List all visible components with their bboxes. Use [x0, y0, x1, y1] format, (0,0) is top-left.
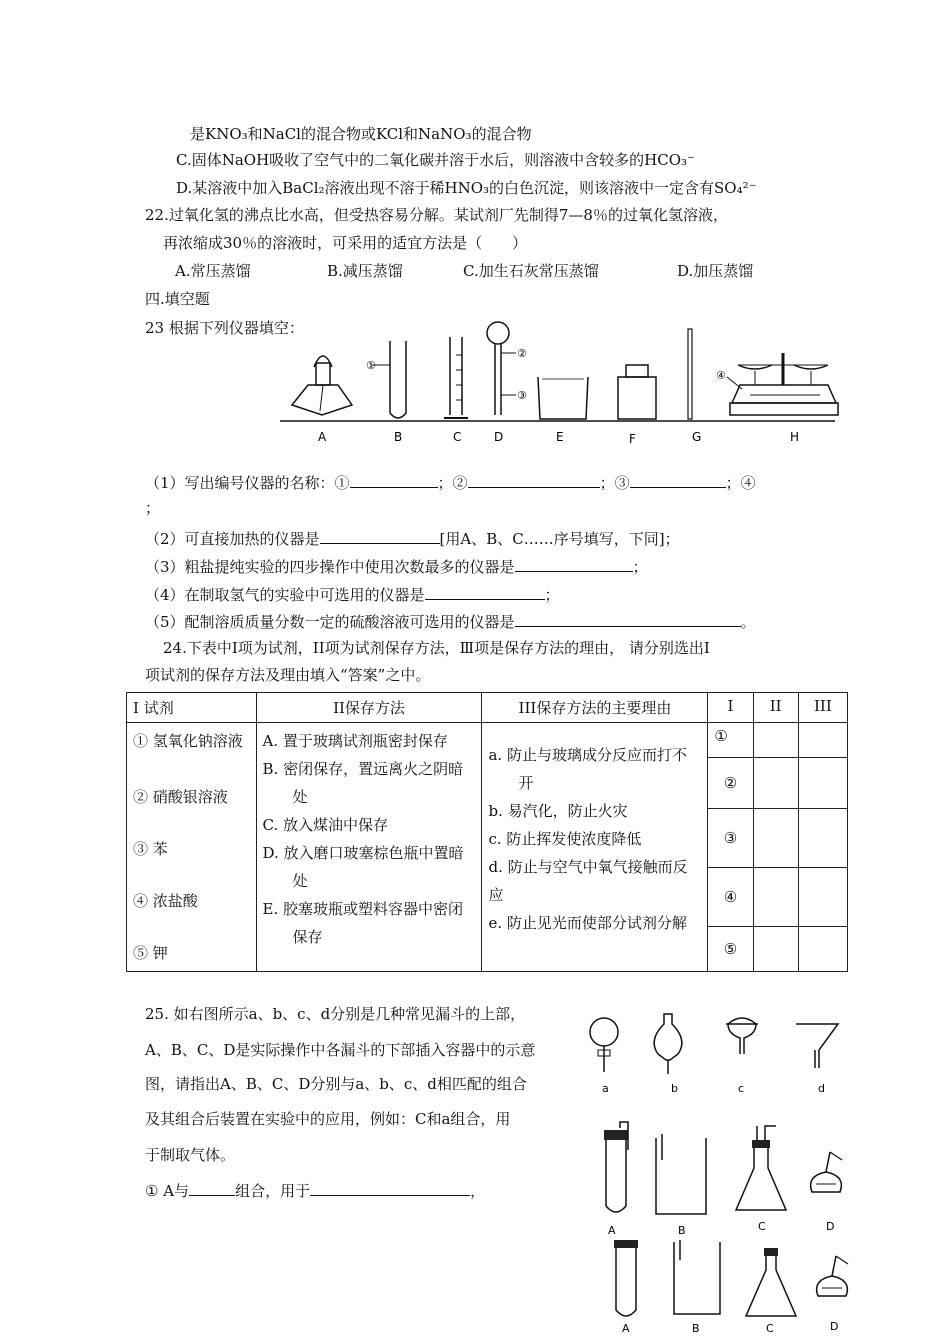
reason-c: c. 防止挥发使浓度降低 [488, 830, 642, 848]
marker-4: ④ [716, 369, 726, 382]
glass-rod-icon [688, 329, 692, 419]
q25-item-1 [145, 1180, 485, 1201]
header-reagent: I 试剂 [127, 693, 257, 723]
answer-blank-sub3[interactable] [515, 556, 633, 572]
container-label-c2: C [766, 1322, 774, 1335]
funnel-figure [580, 1010, 860, 1335]
answer-cell[interactable] [753, 758, 798, 809]
answer-cell[interactable] [753, 927, 798, 972]
q23-sub1-end: ； [145, 499, 161, 517]
q22-stem-1: 22.过氧化氢的沸点比水高，但受热容易分解。某试剂厂先制得7—8％的过氧化氢溶液， [145, 206, 728, 224]
answer-cell[interactable] [798, 927, 847, 972]
container-c-icon [736, 1126, 786, 1210]
method-b: B. 密闭保存，置远离火之阴暗处 [262, 760, 464, 806]
funnel-label-d: d [818, 1082, 825, 1095]
answer-cell[interactable] [798, 868, 847, 927]
header-ans-i: I [708, 693, 753, 723]
container-a-icon [604, 1122, 628, 1212]
reagent-cell [127, 723, 257, 972]
answer-blank-sub4[interactable] [425, 584, 545, 600]
answer-cell[interactable] [798, 809, 847, 868]
reagent-1: ① 氢氧化钠溶液 [133, 732, 243, 750]
q23-sub5 [145, 611, 756, 632]
q23-sub4-prefix: （4）在制取氢气的实验中可选用的仪器是 [145, 586, 425, 604]
header-reason: III保存方法的主要理由 [482, 693, 708, 723]
container-label-b2: B [692, 1322, 700, 1335]
instrument-figure [280, 315, 840, 450]
container-label-a2: A [622, 1322, 630, 1335]
answer-cell[interactable] [753, 723, 798, 758]
reason-cell [482, 723, 708, 972]
container-label-a1: A [608, 1224, 616, 1237]
answer-blank-q25-use[interactable] [310, 1180, 470, 1196]
answer-cell[interactable] [798, 758, 847, 809]
test-tube-icon [372, 341, 406, 418]
funnel-b-icon [654, 1014, 682, 1074]
answer-cell[interactable] [753, 868, 798, 927]
container-d-icon [811, 1152, 842, 1192]
container-d-icon [817, 1256, 848, 1296]
answer-cell[interactable] [798, 723, 847, 758]
q23-sub5-prefix: （5）配制溶质质量分数一定的硫酸溶液可选用的仪器是 [145, 613, 515, 631]
reason-e: e. 防止见光而使部分试剂分解 [488, 914, 687, 932]
funnel-c-icon [726, 1018, 758, 1054]
q23-sub2 [145, 528, 680, 549]
answer-row-1-label: ① [708, 723, 753, 758]
reagent-2: ② 硝酸银溶液 [133, 788, 228, 806]
figure-label-d: D [494, 430, 504, 444]
container-label-d2: D [830, 1320, 839, 1333]
q22-option-b: B.减压蒸馏 [327, 262, 403, 280]
reason-d: d. 防止与空气中氧气接触而反应 [488, 858, 688, 904]
marker-2: ② [517, 347, 527, 360]
q21-option-c: C.固体NaOH吸收了空气中的二氧化碳并溶于水后，则溶液中含较多的HCO₃⁻ [176, 151, 695, 169]
q22-option-a: A.常压蒸馏 [175, 262, 251, 280]
container-label-b1: B [678, 1224, 686, 1237]
reagent-bottle-icon [618, 365, 656, 419]
q23-sub2-prefix: （2）可直接加热的仪器是 [145, 530, 320, 548]
container-a-icon [614, 1240, 638, 1316]
container-label-c1: C [758, 1220, 766, 1233]
answer-row-3-label: ③ [708, 809, 753, 868]
q23-sub3-prefix: （3）粗盐提纯实验的四步操作中使用次数最多的仪器是 [145, 558, 515, 576]
container-c-icon [746, 1248, 796, 1316]
q23-sub3 [145, 556, 648, 577]
reagent-3: ③ 苯 [133, 840, 168, 858]
reason-a: a. 防止与玻璃成分反应而打不开 [488, 746, 687, 792]
reagent-5: ⑤ 钾 [133, 944, 168, 962]
method-cell [256, 723, 482, 972]
q23-stem: 23 根据下列仪器填空： [145, 319, 304, 337]
figure-label-g: G [692, 430, 702, 444]
funnel-label-b: b [671, 1082, 678, 1095]
figure-label-c: C [453, 430, 462, 444]
section-title: 四.填空题 [145, 290, 210, 308]
answer-blank-sub5[interactable] [515, 611, 741, 627]
answer-row-5-label: ⑤ [708, 927, 753, 972]
q22-stem-2: 再浓缩成30％的溶液时，可采用的适宜方法是（ ） [163, 234, 528, 252]
balance-icon [727, 353, 838, 415]
q25-line-3: 图，请指出A、B、C、D分别与a、b、c、d相匹配的组合 [145, 1075, 527, 1093]
q23-sub4-suffix: ； [544, 586, 560, 604]
q25-item1-prefix: ① A与 [145, 1182, 190, 1200]
q23-sub1-sep4: ；④ [725, 474, 756, 492]
reason-b: b. 易汽化，防止火灾 [488, 802, 628, 820]
figure-label-b: B [394, 430, 403, 444]
q22-option-d: D.加压蒸馏 [677, 262, 754, 280]
q25-line-1: 25. 如右图所示a、b、c、d分别是几种常见漏斗的上部， [145, 1005, 526, 1023]
q22-option-c: C.加生石灰常压蒸馏 [463, 262, 599, 280]
funnel-a-icon [590, 1018, 618, 1072]
q25-line-4: 及其组合后装置在实验中的应用，例如：C和a组合，用 [145, 1110, 511, 1128]
separatory-funnel-icon [487, 322, 516, 415]
container-b-icon [674, 1240, 720, 1314]
q24-table [126, 692, 848, 972]
q24-stem-1: 24.下表中Ⅰ项为试剂，II项为试剂保存方法，Ⅲ项是保存方法的理由， 请分别选出Ⅰ [163, 639, 710, 657]
method-a: A. 置于玻璃试剂瓶密封保存 [262, 732, 448, 750]
answer-blank-q25-a[interactable] [189, 1180, 235, 1196]
q23-sub1-prefix: （1）写出编号仪器的名称：① [145, 474, 350, 492]
q23-sub3-suffix: ； [632, 558, 648, 576]
answer-blank-3[interactable] [630, 472, 726, 488]
reagent-4: ④ 浓盐酸 [133, 892, 198, 910]
funnel-label-a: a [602, 1082, 609, 1095]
answer-cell[interactable] [753, 809, 798, 868]
graduated-cylinder-icon [444, 337, 468, 418]
answer-blank-2[interactable] [468, 472, 600, 488]
container-b-icon [656, 1134, 706, 1214]
q23-sub1-sep2: ；② [437, 474, 468, 492]
funnel-label-c: c [738, 1082, 745, 1095]
marker-1: ① [366, 359, 376, 372]
answer-blank-1[interactable] [350, 472, 438, 488]
beaker-icon [538, 377, 588, 419]
q25-line-2: A、B、C、D是实际操作中各漏斗的下部插入容器中的示意 [145, 1041, 536, 1059]
header-ans-iii: III [798, 693, 847, 723]
q21-option-d: D.某溶液中加入BaCl₂溶液出现不溶于稀HNO₃的白色沉淀，则该溶液中一定含有SO₄²⁻ [176, 179, 757, 197]
method-e: E. 胶塞玻瓶或塑料容器中密闭保存 [262, 900, 464, 946]
q23-sub1-sep3: ；③ [599, 474, 630, 492]
q24-stem-2: 项试剂的保存方法及理由填入“答案”之中。 [145, 666, 431, 684]
q25-item1-end: ， [470, 1182, 486, 1200]
q21-option-b-line: 是KNO₃和NaCl的混合物或KCl和NaNO₃的混合物 [190, 125, 532, 143]
answer-row-4-label: ④ [708, 868, 753, 927]
method-d: D. 放入磨口玻塞棕色瓶中置暗处 [262, 844, 464, 890]
q23-sub5-suffix: 。 [740, 613, 756, 631]
answer-row-2-label: ② [708, 758, 753, 809]
marker-3: ③ [517, 389, 527, 402]
q25-item1-mid: 组合，用于 [235, 1182, 311, 1200]
q25-line-5: 于制取气体。 [145, 1146, 236, 1164]
container-label-d1: D [826, 1220, 835, 1233]
table-header-row [127, 693, 848, 723]
header-ans-ii: II [753, 693, 798, 723]
q23-sub1 [145, 472, 756, 493]
figure-label-e: E [556, 430, 564, 444]
q23-sub2-suffix: [用A、B、C……序号填写，下同]； [439, 530, 680, 548]
method-c: C. 放入煤油中保存 [262, 816, 389, 834]
header-method: II保存方法 [256, 693, 482, 723]
figure-label-h: H [790, 430, 800, 444]
figure-label-f: F [629, 432, 636, 446]
answer-blank-sub2[interactable] [320, 528, 440, 544]
figure-label-a: A [318, 430, 327, 444]
alcohol-lamp-icon [292, 356, 352, 415]
q23-sub4 [145, 584, 560, 605]
funnel-d-icon [796, 1024, 838, 1068]
